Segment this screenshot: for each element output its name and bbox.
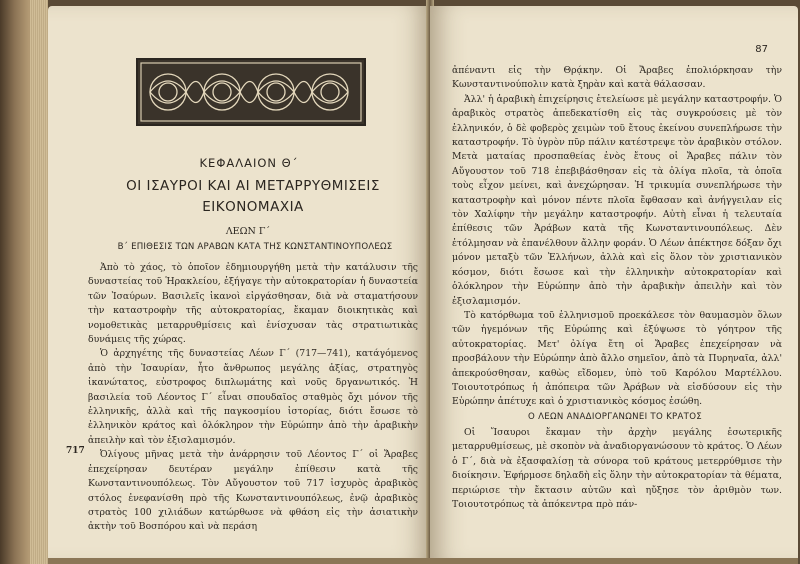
chapter-label: ΚΕΦΑΛΑΙΟΝ Θ΄	[199, 156, 299, 170]
right-page	[430, 6, 798, 562]
paragraph: Ἀπὸ τὸ χάος, τὸ ὁποῖον ἐδημιουργήθη μετὰ τὴν κατάλυσιν τῆς δυναστείας τοῦ Ἡρακλείου, ἐξήγαγε τὴν αὐτοκρατορίαν ἡ δυναστεία τῶν Ἰσαύρων. Βασιλεῖς ἱκανοὶ εἰργάσθησαν, διὰ νὰ σταματήσουν τὴν καταστροφὴν τῆς αὐτοκρατορίας, ἔκαμαν διοικητικὰς καὶ νομοθετικὰς μεταρρυθμίσεις καὶ ἐνίσχυσαν τὰς στρατιωτικὰς δυνάμεις τῆς χώρας.	[88, 262, 418, 346]
page-number: 87	[755, 44, 768, 55]
ornamental-headpiece	[136, 58, 366, 126]
paragraph: Ὀλίγους μῆνας μετὰ τὴν ἀνάρρησιν τοῦ Λέοντος Γ΄ οἱ Ἄραβες ἐπεχείρησαν δευτέραν μεγάλην ἐπίθεσιν κατὰ τῆς Κωνσταντινουπόλεως. Τὸν Αὔγουστον τοῦ 717 ἰσχυρὸς ἀραβικὸς στόλος ἐνεφανίσθη πρὸ τῆς Κωνσταντινουπόλεως, ἐνῷ ἀραβικὸς στρατὸς 100 χιλιάδων κατώρθωσε νὰ φθάση εἰς τὴν ἀσιατικὴν ἀκτὴν τοῦ Βοσπόρου καὶ νὰ περάση	[88, 449, 418, 533]
right-body-text-top	[452, 64, 782, 410]
left-body-text	[88, 261, 418, 535]
right-body-text-bottom	[452, 426, 782, 512]
margin-year: 717	[66, 446, 85, 456]
book-page-edges	[0, 0, 48, 564]
left-page	[48, 6, 430, 562]
chapter-title-line1: ΟΙ ΙΣΑΥΡΟΙ ΚΑΙ ΑΙ ΜΕΤΑΡΡΥΘΜΙΣΕΙΣ	[126, 178, 380, 194]
paragraph: Ἀλλ' ἡ ἀραβικὴ ἐπιχείρησις ἐτελείωσε μὲ μεγάλην καταστροφήν. Ὁ ἀραβικὸς στρατὸς ἀπεδεκατίσθη εἰς τὰς συγκρούσεις μὲ τὸν ἑλληνικόν, ὁ δὲ φοβερὸς χειμὼν τοῦ ἔτους ἐκείνου συνεπλήρωσε τὴν καταστροφήν. Τὸ ὑγρὸν πῦρ πάλιν κατέστρεψε τὸν ἀραβικὸν στόλον. Μετὰ ματαίας προσπαθείας ἑνὸς ἔτους οἱ Ἄραβες πάλιν τὸν Αὔγουστον τοῦ 718 ἐπεβιβάσθησαν εἰς τὰ ὀλίγα πλοῖα, τὰ ὁποῖα τοὺς εἶχον μείνει, καὶ ἀνεχώρησαν. Ἡ τρικυμία συνεπλήρωσε τὴν καταστροφὴν καὶ μόνον πέντε πλοῖα ἔφθασαν καὶ ἀνήγγειλαν εἰς τὸν Χαλίφην τὴν μεγάλην καταστροφήν. Αὐτὴ εἶναι ἡ τελευταία ἐπίθεσις τῶν Ἀράβων κατὰ τῆς Κωνσταντινουπόλεως. Δὲν ἐτόλμησαν νὰ ἐπανέλθουν ἄλλην φοράν. Ὁ Λέων ἀπέκτησε δόξαν ὄχι μόνον μεταξὺ τῶν Ἑλλήνων, ἀλλὰ καὶ εἰς ὅλον τὸν χριστιανικὸν κόσμον, διότι ἔσωσε καὶ τὴν ἑλληνικὴν αὐτοκρατορίαν καὶ ὁλόκληρον τὴν Εὐρώπην ἀπὸ τὴν ἀραβικὴν ἀπειλὴν καὶ τὸν ἐξισλαμισμόν.	[452, 93, 782, 307]
paragraph: Οἱ Ἴσαυροι ἔκαμαν τὴν ἀρχὴν μεγάλης ἐσωτερικῆς μεταρρυθμίσεως, μὲ σκοπὸν νὰ ἀναδιοργανώσουν τὸ κράτος. Ὁ Λέων ὁ Γ΄, διὰ νὰ ἐξασφαλίσῃ τὰ σύνορα τοῦ κράτους μετερρύθμισε τὴν διοίκησιν. Ἐφήρμοσε δηλαδὴ εἰς ὅλην τὴν αὐτοκρατορίαν τὰ θέματα, περιώρισε τὴν ἔκτασιν αὐτῶν καὶ ηὔξησε τὸν ἀριθμὸν των. Τοιουτοτρόπως τὰ ἀπόκεντρα πρὸ πάν-	[452, 427, 782, 511]
subheading-ruler: ΛΕΩΝ Γ΄	[225, 226, 271, 237]
chapter-title	[108, 176, 398, 218]
paragraph: Ὁ ἀρχηγέτης τῆς δυναστείας Λέων Γ΄ (717—741), κατάγόμενος ἀπὸ τὴν Ἰσαυρίαν, ἦτο ἄνθρωπος μεγάλης ἀξίας, στρατηγὸς ἱκανώτατος, εὐστροφος διπλωμάτης καὶ νοῦς δργανωτικός. Ἡ βασιλεία τοῦ Λέοντος Γ΄ εἶναι σπουδαῖος σταθμὸς ὄχι μόνον τῆς ἑλληνικῆς, ἀλλὰ καὶ τῆς παγκοσμίου ἱστορίας, διότι ἔσωσε τὸ ἑλληνικὸν κράτος καὶ ὁλόκληρον τὴν Εὐρώπην ἀπὸ τὴν ἀραβικὴν ἀπειλὴν καὶ τὸν ἐξισλαμισμόν.	[88, 348, 418, 446]
subheading-section: Β΄ ΕΠΙΘΕΣΙΣ ΤΩΝ ΑΡΑΒΩΝ ΚΑΤΑ ΤΗΣ ΚΩΝΣΤΑΝΤΙΝΟΥΠΟΛΕΩΣ	[117, 242, 393, 252]
section-heading: Ο ΛΕΩΝ ΑΝΑΔΙΟΡΓΑΝΩΝΕΙ ΤΟ ΚΡΑΤΟΣ	[527, 412, 703, 422]
paragraph: ἀπέναντι εἰς τὴν Θρᾴκην. Οἱ Ἄραβες ἐπολιόρκησαν τὴν Κωνσταντινούπολιν κατὰ ξηρὰν καὶ κατὰ θάλασσαν.	[452, 65, 782, 91]
book-bottom-edge	[48, 558, 798, 564]
ornament-pattern-icon	[138, 60, 364, 124]
chapter-title-line2: ΕΙΚΟΝΟΜΑΧΙΑ	[202, 199, 304, 215]
paragraph: Τὸ κατόρθωμα τοῦ ἑλληνισμοῦ προεκάλεσε τὸν θαυμασμὸν ὅλων τῶν ἡγεμόνων τῆς Εὐρώπης καὶ ἐξύψωσε τὸ γόητρον τῆς αὐτοκρατορίας. Μετ' ὀλίγα ἔτη οἱ Ἄραβες ἐπεχείρησαν νὰ προσβάλουν τὴν Εὐρώπην ἀπὸ ἄλλο σημεῖον, ἀπὸ τὰ Πυρηναῖα, ἀλλ' ἀπεκρούσθησαν, καθὼς εἴδομεν, ὑπὸ τοῦ Καρόλου Μαρτέλλου. Τοιουτοτρόπως ἡ ἀπόπειρα τῶν Ἀράβων νὰ εἰσδύσουν εἰς τὴν Εὐρώπην ἀπέτυχε καὶ ὁ χριστιανικὸς κόσμος ἐσώθη.	[452, 309, 782, 408]
